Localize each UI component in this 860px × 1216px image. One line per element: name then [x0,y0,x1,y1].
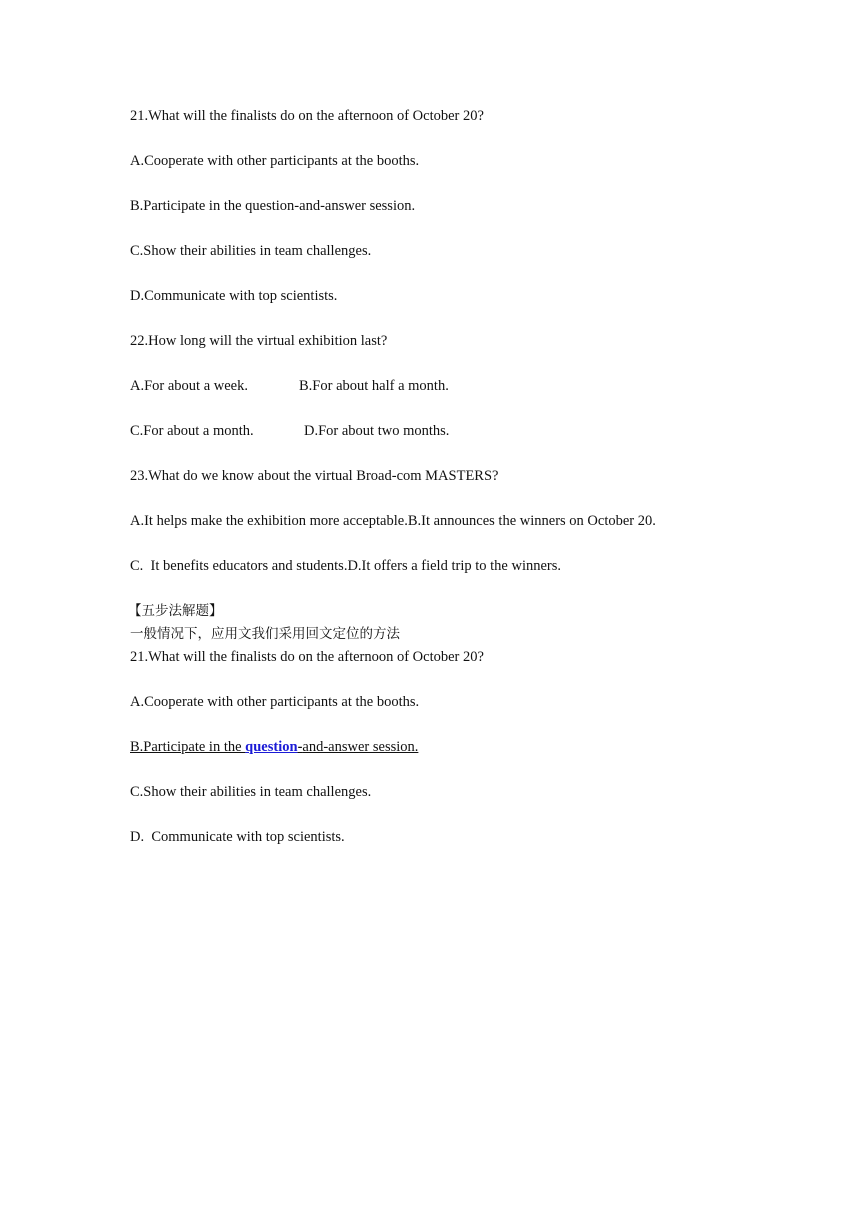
q21-option-c: C.Show their abilities in team challenges. [130,243,372,259]
q21-repeat-stem: 21.What will the finalists do on the afternoon of October 20? [130,649,484,665]
q21-repeat-option-a: A.Cooperate with other participants at the booths. [130,694,420,710]
q22-option-c: C.For about a month. [130,423,254,439]
keyword-question: question [245,739,298,755]
keyword-dash: - [297,739,303,755]
q21-option-a: A.Cooperate with other participants at the booths. [130,153,420,169]
q21-repeat-option-c: C.Show their abilities in team challenges. [130,784,372,800]
q23-stem: 23.What do we know about the virtual Broad-com MASTERS? [130,468,499,484]
q21-option-d: D.Communicate with top scientists. [130,288,338,304]
option-b-suffix: and-answer session. [302,739,419,755]
q23-options-cd: C. It benefits educators and students.D.It offers a field trip to the winners. [130,558,561,574]
method-heading: 【五步法解题】 [128,603,223,619]
option-b-prefix: B.Participate in the [130,739,246,755]
q21-stem: 21.What will the finalists do on the afternoon of October 20? [130,108,484,124]
q21-option-b: B.Participate in the question-and-answer session. [130,198,416,214]
q22-option-b: B.For about half a month. [299,378,449,394]
q21-repeat-option-d: D. Communicate with top scientists. [130,829,345,845]
method-intro: 一般情况下，应用文我们采用回文定位的方法 [130,626,400,642]
q22-option-d: D.For about two months. [304,423,450,439]
q22-option-a: A.For about a week. [130,378,248,394]
q22-stem: 22.How long will the virtual exhibition last? [130,333,388,349]
q21-repeat-option-b [130,738,418,756]
q23-options-ab: A.It helps make the exhibition more acceptable.B.It announces the winners on October 20. [130,513,656,529]
